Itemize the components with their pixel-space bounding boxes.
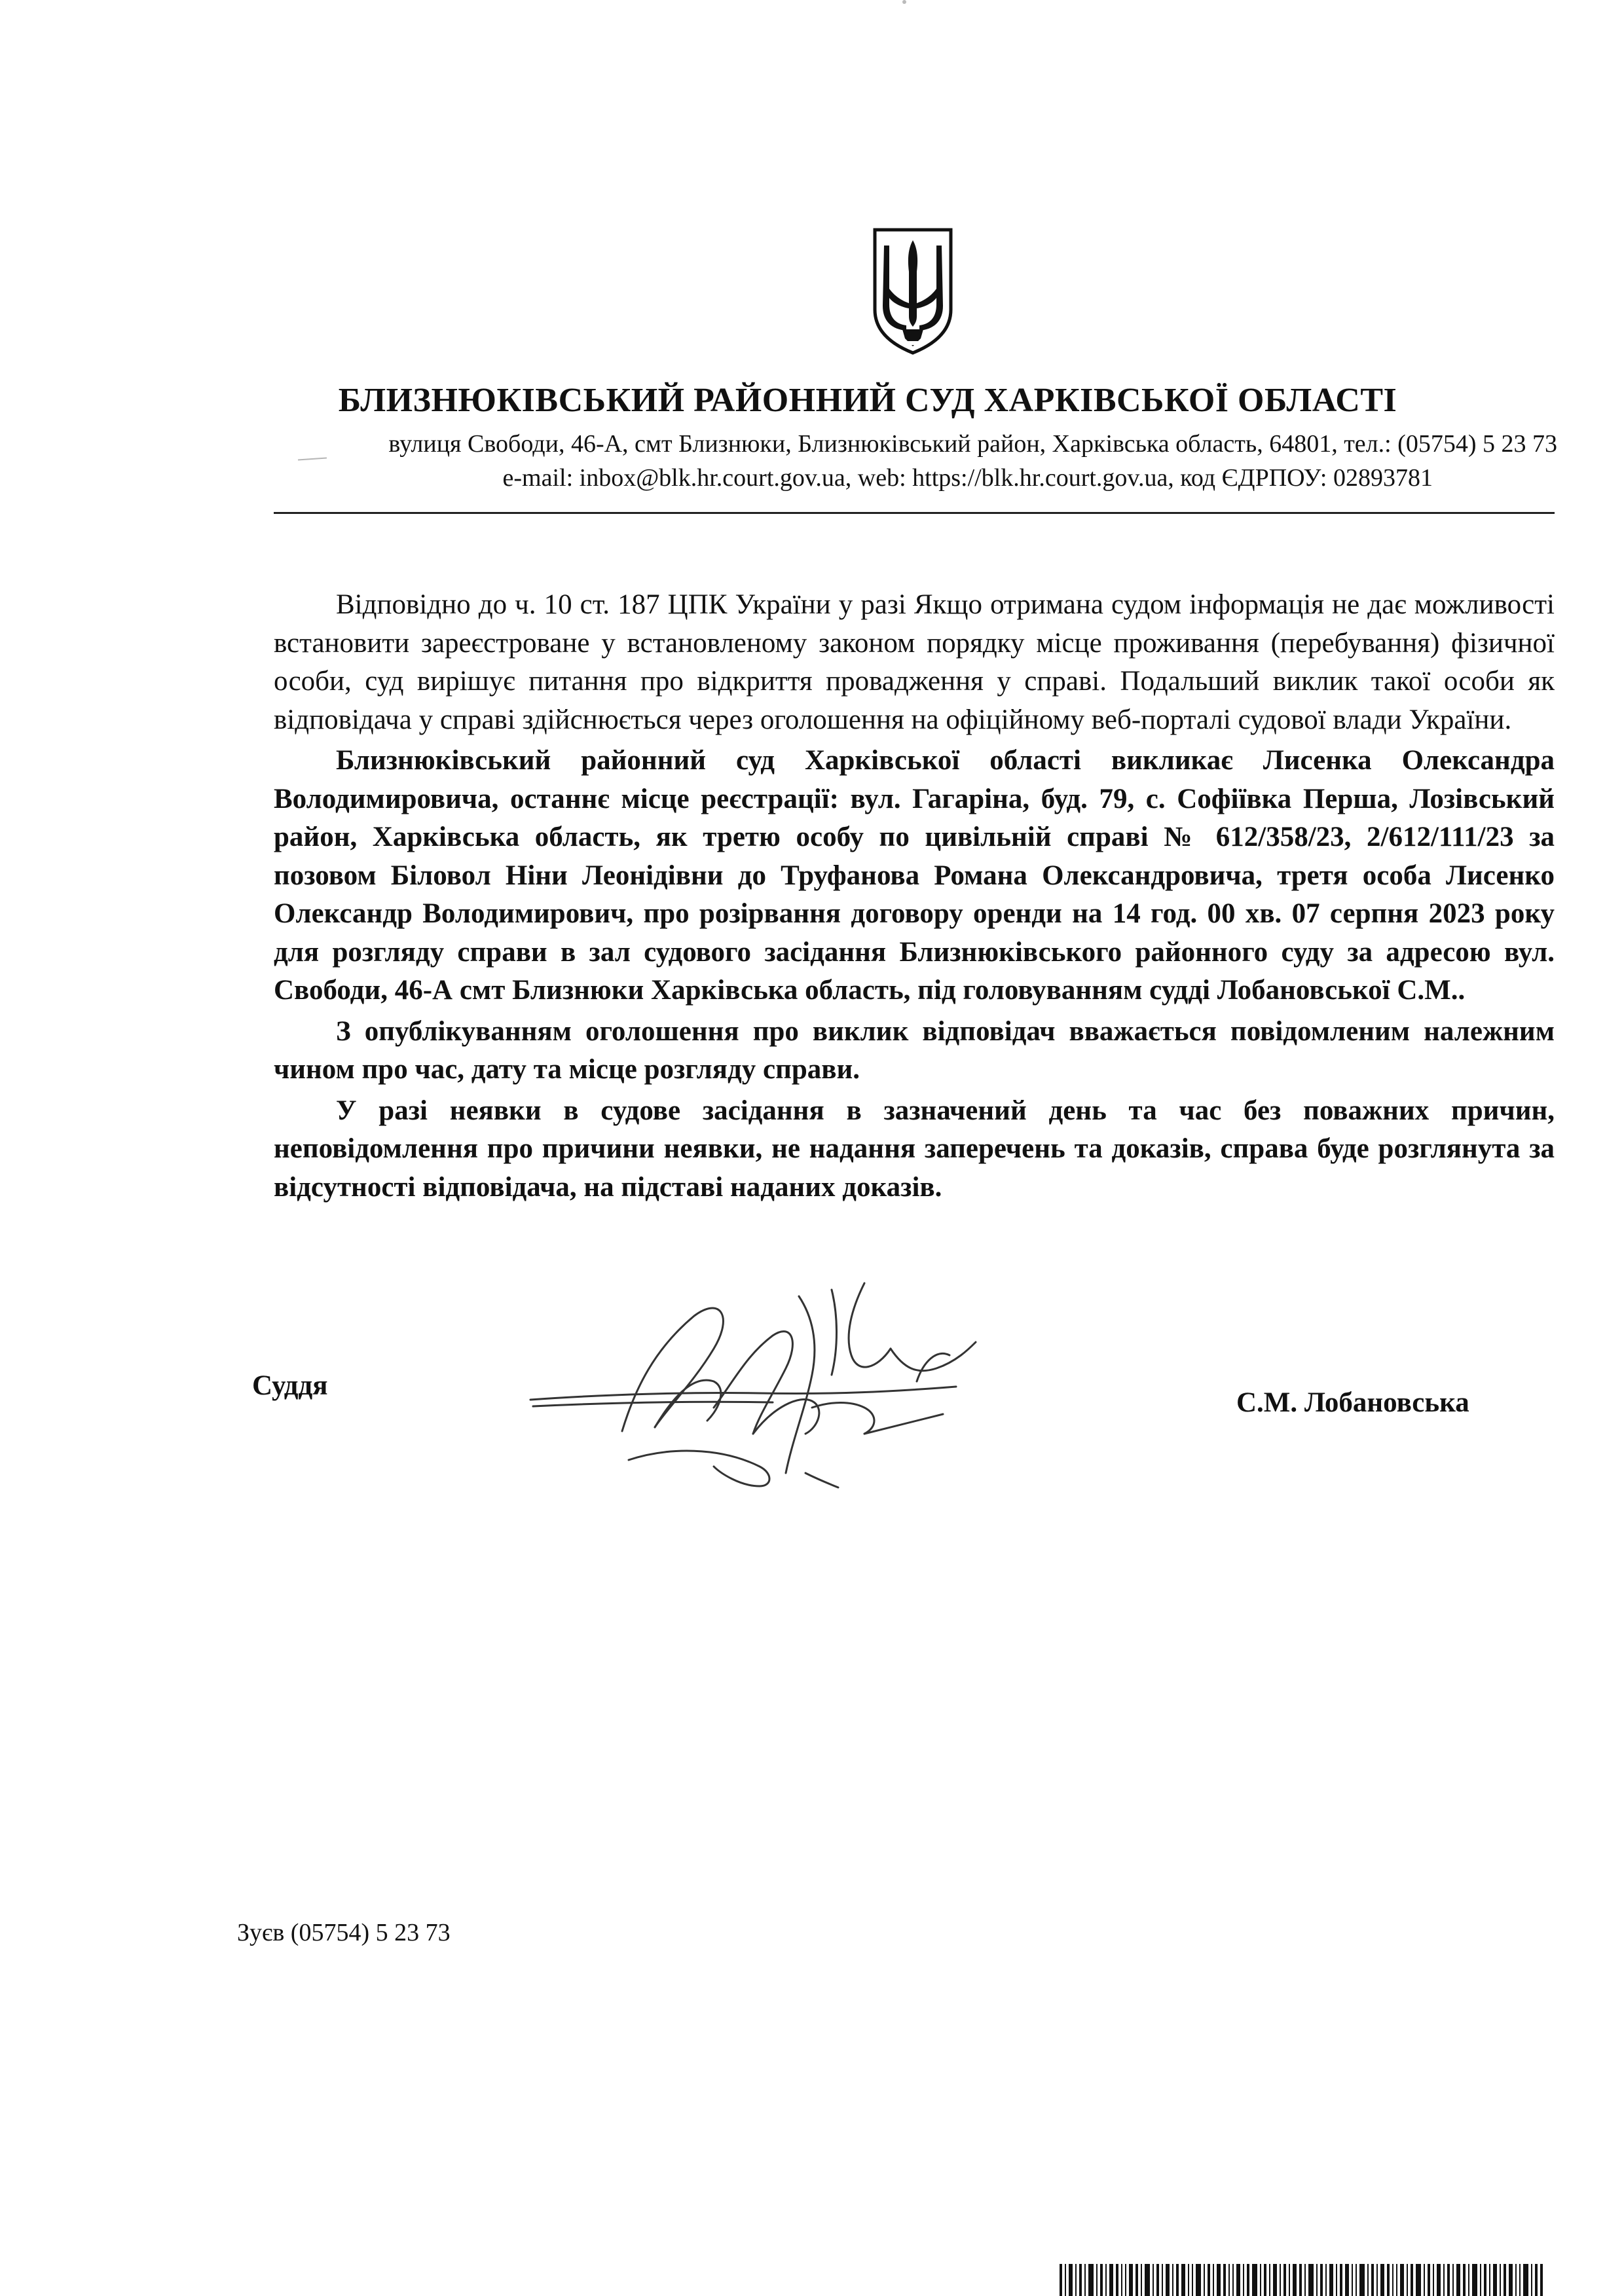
header-divider	[274, 512, 1555, 514]
handwritten-signature	[524, 1277, 995, 1499]
document-body	[274, 586, 1555, 1207]
scan-artifact	[902, 0, 906, 4]
paragraph-legal-basis: Відповідно до ч. 10 ст. 187 ЦПК України у разі Якщо отримана судом інформація не дає можливості встановити зареєстроване у встановленому законом порядку місце проживання (перебування) фізичної особи, суд вирішує питання про відкриття провадження у справі. Подальший виклик такої особи як відповідача у справі здійснюється через оголошення на офіційному веб-порталі судової влади України.	[274, 589, 1555, 735]
paragraph-summons: Близнюківський районний суд Харківської області викликає Лисенка Олександра Володимировича, останнє місце реєстрації: вул. Гагаріна, буд. 79, с. Софіївка Перша, Лозівський район, Харківська область, як третю особу по цивільній справі № 612/358/23, 2/612/111/23 за позовом Біловол Ніни Леонідівни до Труфанова Романа Олександровича, третя особа Лисенко Олександр Володимирович, про розірвання договору оренди на 14 год. 00 хв. 07 серпня 2023 року для розгляду справи в зал судового засідання Близнюківського районного суду за адресою вул. Свободи, 46-А смт Близнюки Харківська область, під головуванням судді Лобановської С.М..	[274, 745, 1555, 1006]
ukraine-trident-emblem-icon	[870, 226, 956, 355]
judge-name: С.М. Лобановська	[1236, 1387, 1469, 1418]
court-contacts: e-mail: inbox@blk.hr.court.gov.ua, web: https://blk.hr.court.gov.ua, код ЄДРПОУ: 02893781	[502, 464, 1433, 492]
barcode	[1060, 2264, 1544, 2296]
judge-title: Суддя	[252, 1370, 328, 1401]
paragraph-notice: З опублікуванням оголошення про виклик відповідач вважається повідомленим належним чином про час, дату та місце розгляду справи.	[274, 1015, 1555, 1085]
paragraph-consequences: У разі неявки в судове засідання в зазначений день та час без поважних причин, неповідомлення про причини неявки, не надання заперечень та доказів, справа буде розглянута за відсутності відповідача, на підставі наданих доказів.	[274, 1095, 1555, 1203]
court-name: БЛИЗНЮКІВСЬКИЙ РАЙОННИЙ СУД ХАРКІВСЬКОЇ ОБЛАСТІ	[338, 382, 1397, 419]
executor-contact: Зуєв (05754) 5 23 73	[237, 1919, 451, 1946]
court-address: вулиця Свободи, 46-А, смт Близнюки, Близнюківський район, Харківська область, 64801, тел.: (05754) 5 23 73	[388, 430, 1557, 458]
